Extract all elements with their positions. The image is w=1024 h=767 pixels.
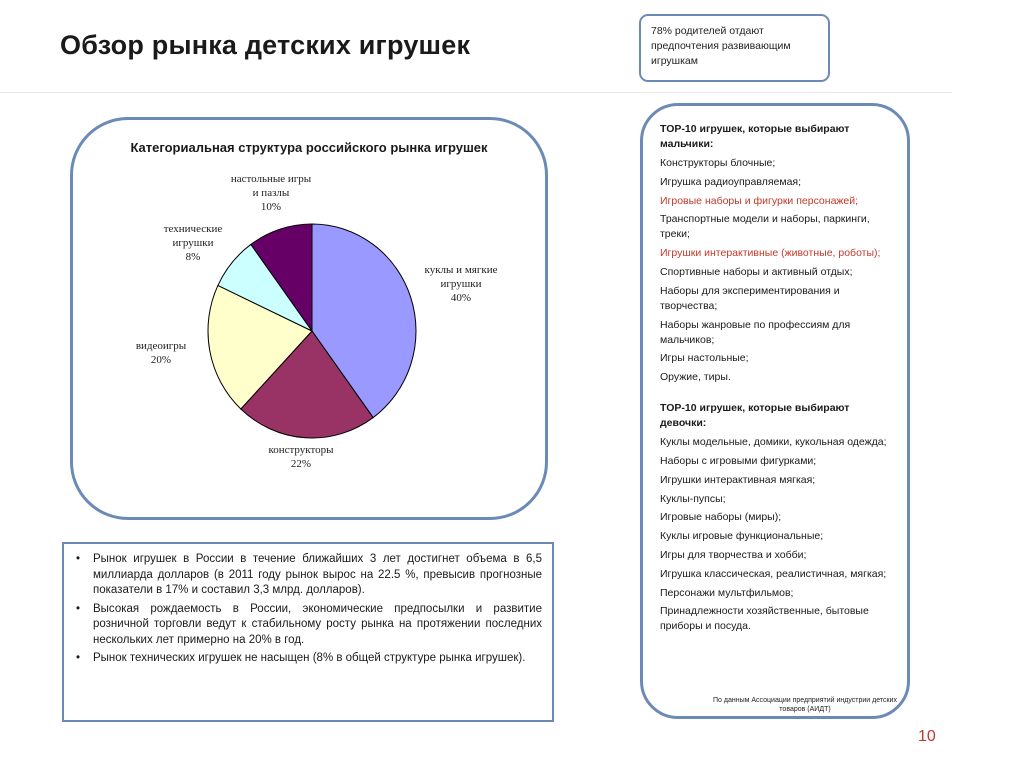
market-fact-text: Рынок технических игрушек не насыщен (8% в общей структуре рынка игрушек). [93, 652, 526, 664]
title-divider [0, 92, 952, 93]
pie-slice-name: видеоигры [135, 340, 187, 352]
source-note: По данным Ассоциации предприятий индустрии детских товаров (АИДТ) [713, 697, 897, 713]
boys-toy-item: Спортивные наборы и активный отдых; [660, 265, 853, 278]
pie-slice-name: игрушки [440, 278, 482, 290]
pie-slice-label [268, 444, 334, 470]
pie-slice-value: 20% [150, 354, 172, 366]
bullet-marker: • [76, 652, 81, 664]
market-fact-text: Рынок игрушек в России в течение ближайших 3 лет достигнет объема в 6,5 миллиарда долларов (в 2011 году рынок вырос на 22.5 %, превысив прогнозные показатели в 17% и составил 3,3 млрд. долларов). [93, 553, 542, 596]
pie-slice-value: 22% [290, 458, 312, 470]
market-fact-item [76, 552, 542, 599]
pie-chart [73, 120, 545, 517]
boys-toy-item: Наборы жанровые по профессиям для мальчиков; [660, 318, 851, 346]
pie-slice-label [164, 223, 223, 263]
pie-slice-name: технические [163, 223, 223, 235]
pie-slice-value: 10% [260, 201, 282, 213]
bullet-marker: • [76, 602, 81, 615]
boys-toy-item: Транспортные модели и наборы, паркинги, треки; [660, 213, 870, 241]
bullet-marker: • [76, 553, 81, 565]
girls-toy-item: Игрушка классическая, реалистичная, мягкая; [660, 567, 887, 580]
pie-slice-value: 8% [185, 251, 201, 263]
chart-panel [70, 117, 548, 520]
pie-slice-name: и пазлы [252, 187, 290, 199]
market-fact-item [76, 602, 542, 649]
girls-toy-item: Игры для творчества и хобби; [660, 548, 807, 561]
pie-slice-value: 40% [450, 292, 472, 304]
girls-toy-item: Куклы модельные, домики, кукольная одежда; [660, 436, 887, 449]
boys-toy-item: Наборы для экспериментирования и творчества; [660, 284, 840, 312]
boys-list [660, 156, 893, 385]
slide-title: Обзор рынка детских игрушек [60, 30, 471, 60]
pie-slice-label [425, 264, 498, 304]
girls-toy-item: Персонажи мультфильмов; [660, 586, 794, 599]
girls-toy-item: Наборы с игровыми фигурками; [660, 454, 817, 467]
boys-toy-item: Конструкторы блочные; [660, 157, 776, 169]
girls-list [660, 435, 893, 634]
boys-toy-item: Игрушка радиоуправляемая; [660, 175, 802, 188]
boys-heading: TOP-10 игрушек, которые выбирают мальчики: [660, 123, 850, 150]
callout-text: 78% родителей отдают предпочтения развивающим игрушкам [651, 25, 791, 67]
pie-slice-name: конструкторы [268, 444, 334, 456]
pie-slice-name: настольные игры [230, 173, 312, 185]
page-number: 10 [918, 728, 936, 745]
boys-toy-item: Игрушки интерактивные (животные, роботы); [660, 247, 881, 260]
pie-slice-name: игрушки [172, 237, 214, 249]
girls-toy-item: Игрушки интерактивная мягкая; [660, 473, 816, 486]
girls-toy-item: Игровые наборы (миры); [660, 511, 782, 524]
top10-panel [640, 103, 910, 719]
girls-toy-item: Куклы игровые функциональные; [660, 530, 824, 543]
girls-toy-item: Принадлежности хозяйственные, бытовые приборы и посуда. [660, 605, 869, 633]
market-facts-panel [62, 542, 554, 722]
girls-toy-item: Куклы-пупсы; [660, 492, 726, 505]
market-facts-list [76, 552, 542, 667]
girls-heading: TOP-10 игрушек, которые выбирают девочки: [660, 402, 850, 430]
market-fact-item [76, 651, 542, 667]
pie-slice-label [231, 173, 312, 213]
chart-title: Категориальная структура российского рынка игрушек [130, 140, 488, 155]
boys-toy-item: Оружие, тиры. [660, 371, 731, 384]
parents-callout [639, 14, 830, 82]
boys-toy-item: Игровые наборы и фигурки персонажей; [660, 194, 859, 207]
market-fact-text: Высокая рождаемость в России, экономические предпосылки и развитие розничной торговли ведут к стабильному росту рынка на протяжении последних нескольких лет примерно на 20% в год. [93, 602, 542, 646]
boys-toy-item: Игры настольные; [660, 352, 749, 365]
pie-slice-label [136, 340, 187, 366]
pie-slice-name: куклы и мягкие [424, 264, 498, 276]
